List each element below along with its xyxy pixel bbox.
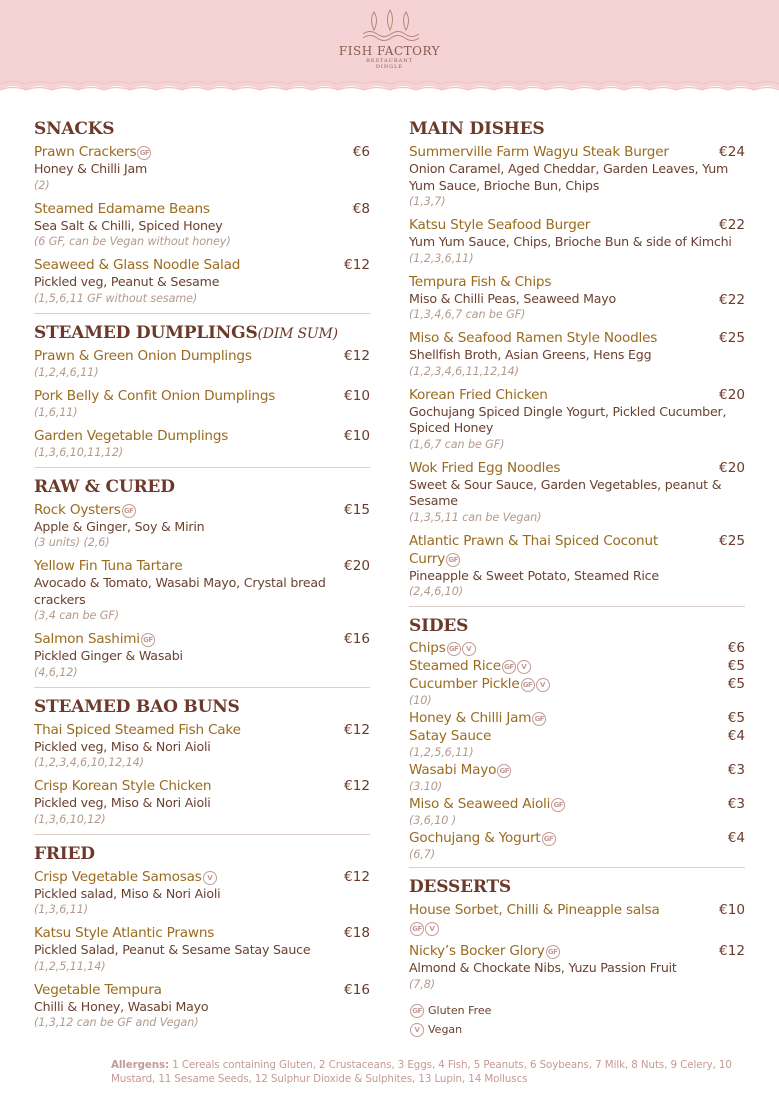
- restaurant-tagline: RESTAURANT: [366, 58, 413, 64]
- menu-item: [34, 721, 370, 772]
- section-divider: [34, 313, 370, 314]
- menu-item: [34, 143, 370, 194]
- section-divider: [34, 467, 370, 468]
- section-title-text: FRIED: [34, 843, 95, 864]
- restaurant-logo: [0, 8, 779, 70]
- menu-item: [34, 200, 370, 251]
- gluten-free-icon: GF: [542, 832, 556, 846]
- menu-item-name-text: Prawn Crackers: [34, 144, 137, 160]
- menu-item: [34, 630, 370, 681]
- menu-item-name: [34, 501, 370, 519]
- menu-item-description: Onion Caramel, Aged Cheddar, Garden Leaves, Yum Yum Sauce, Brioche Bun, Chips: [409, 161, 729, 193]
- section-title-text: SNACKS: [34, 119, 115, 139]
- menu-item: [409, 532, 745, 601]
- menu-item-name: [409, 532, 745, 568]
- menu-item: [409, 216, 745, 267]
- menu-item-allergens: (4,6,12): [34, 665, 78, 679]
- section-title-text: SIDES: [409, 616, 469, 636]
- right-column: [409, 113, 745, 1039]
- menu-item: [34, 981, 370, 1032]
- menu-item-description: Almond & Chockate Nibs, Yuzu Passion Fruit: [409, 960, 677, 975]
- allergens-list: 1 Cereals containing Gluten, 2 Crustaceans, 3 Eggs, 4 Fish, 5 Peanuts, 6 Soybeans, 7 Milk, 8 Nuts, 9 Celery, 10 Mustard, 11 Sesame Seeds, 12 Sulphur Dioxide & Sulphites, 13 Lupin, 14 Molluscs: [111, 1059, 732, 1085]
- menu-item-price: €22: [719, 217, 745, 233]
- menu-item-price: €12: [344, 257, 370, 273]
- menu-item-description: Honey & Chilli Jam: [34, 161, 148, 176]
- menu-section: [34, 471, 370, 681]
- menu-item-price: €12: [344, 778, 370, 794]
- gluten-free-icon: GF: [447, 642, 461, 656]
- menu-item-name-text: Satay Sauce: [409, 728, 492, 744]
- menu-item-price: €16: [344, 981, 370, 998]
- menu-item-price: €10: [344, 387, 370, 404]
- menu-item-allergens: (1,2,5,11,14): [34, 959, 106, 973]
- menu-item: [409, 710, 745, 727]
- menu-item: [34, 777, 370, 828]
- menu-item-description: Chilli & Honey, Wasabi Mayo: [34, 998, 209, 1014]
- menu-item: [34, 387, 370, 421]
- menu-item-allergens: (1,3,7): [409, 195, 446, 208]
- menu-item: [34, 427, 370, 461]
- restaurant-location: DINGLE: [375, 64, 404, 70]
- menu-item: [409, 329, 745, 380]
- menu-item-name: [409, 658, 745, 675]
- menu-item-allergens: (2,4,6,10): [409, 585, 463, 598]
- menu-item-price: €6: [352, 144, 370, 160]
- menu-item-allergens: (7,8): [409, 977, 436, 991]
- gluten-free-icon: GF: [532, 712, 546, 726]
- menu-item-name-text: Cucumber Pickle: [409, 676, 520, 692]
- menu-item: [409, 728, 745, 761]
- menu-item-allergens: (10): [409, 694, 432, 707]
- menu-item-price: €25: [719, 330, 745, 346]
- menu-item-name: [409, 796, 745, 813]
- menu-item-allergens: (6 GF, can be Vegan without honey): [34, 235, 231, 248]
- menu-item-name-text: Thai Spiced Steamed Fish Cake: [34, 721, 241, 738]
- menu-item-name-text: Vegetable Tempura: [34, 981, 162, 998]
- menu-item-name-text: Yellow Fin Tuna Tartare: [34, 558, 183, 574]
- menu-item: [409, 676, 745, 709]
- menu-item: [409, 273, 745, 324]
- menu-item-price: €12: [344, 721, 370, 738]
- menu-item-name: [409, 216, 745, 234]
- menu-item-name-text: Korean Fried Chicken: [409, 386, 548, 403]
- gluten-free-icon: GF: [502, 660, 516, 674]
- menu-item-name-text: Steamed Rice: [409, 658, 501, 674]
- menu-item-allergens: (1,3,6,11): [34, 903, 88, 916]
- menu-item-allergens: (1,3,12 can be GF and Vegan): [34, 1016, 199, 1029]
- menu-item-allergens: (3,4 can be GF): [34, 609, 119, 622]
- menu-item-price: €5: [727, 676, 745, 692]
- menu-item: [409, 386, 745, 453]
- menu-item-name: [409, 901, 745, 919]
- menu-item-name: [34, 200, 370, 218]
- menu-item: [409, 830, 745, 863]
- menu-item-name-text: Tempura Fish & Chips: [409, 273, 552, 290]
- gluten-free-icon: GF: [521, 678, 535, 692]
- section-divider: [409, 867, 745, 868]
- menu-section: [34, 838, 370, 1032]
- menu-item-allergens: (1,2,4,6,11): [34, 365, 99, 379]
- menu-item-price: €15: [344, 501, 370, 518]
- menu-item-description: Pickled Salad, Peanut & Sesame Satay Sauce: [34, 942, 311, 957]
- menu-item: [34, 256, 370, 307]
- menu-section: [409, 610, 745, 863]
- menu-item-description: Pickled veg, Miso & Nori Aioli: [34, 738, 211, 754]
- menu-item-name: [409, 676, 745, 693]
- menu-item-name-text: House Sorbet, Chilli & Pineapple salsa: [409, 902, 660, 918]
- menu-item-name-text: Rock Oysters: [34, 501, 121, 518]
- menu-item-price: €16: [344, 631, 370, 647]
- menu-section: [34, 317, 370, 461]
- menu-item-price: €25: [719, 532, 745, 549]
- gluten-free-icon: GF: [546, 945, 560, 959]
- allergens-footer: [111, 1058, 751, 1086]
- gluten-free-icon: GF: [410, 922, 424, 936]
- menu-item-name-text: Crisp Vegetable Samosas: [34, 868, 202, 885]
- menu-item-name: [34, 143, 370, 161]
- menu-item-name-text: Wasabi Mayo: [409, 762, 497, 778]
- menu-item: [409, 942, 745, 993]
- section-title: [409, 113, 745, 143]
- menu-item: [409, 143, 745, 210]
- menu-item-price: €5: [727, 710, 745, 726]
- menu-item-name-text: Garden Vegetable Dumplings: [34, 427, 229, 444]
- menu-item-name: [34, 981, 370, 999]
- legend-vegan-label: Vegan: [428, 1022, 463, 1036]
- menu-item: [34, 557, 370, 624]
- menu-item-price: €8: [352, 200, 370, 217]
- restaurant-name: FISH FACTORY: [338, 44, 441, 58]
- menu-item-price: €20: [719, 386, 745, 403]
- menu-item-description: Sea Salt & Chilli, Spiced Honey: [34, 217, 223, 233]
- menu-item-name-text: Prawn & Green Onion Dumplings: [34, 347, 252, 364]
- menu-item-price: €4: [727, 830, 745, 846]
- menu-item: [34, 868, 370, 919]
- menu-item-name: [34, 427, 370, 445]
- menu-item-name-text: Pork Belly & Confit Onion Dumplings: [34, 387, 276, 404]
- legend-vegan: [409, 1020, 745, 1039]
- menu-item-name-text: Katsu Style Atlantic Prawns: [34, 925, 215, 941]
- section-title: [34, 317, 370, 347]
- menu-item-name: [34, 256, 370, 274]
- menu-item-allergens: (2): [34, 178, 50, 192]
- menu-item-name-text: Crisp Korean Style Chicken: [34, 778, 212, 794]
- menu-section: [34, 691, 370, 828]
- section-title: [409, 610, 745, 640]
- menu-item-price: €22: [719, 291, 745, 308]
- menu-item-description: Gochujang Spiced Dingle Yogurt, Pickled Cucumber, Spiced Honey: [409, 403, 727, 435]
- gluten-free-icon: GF: [122, 504, 136, 518]
- gluten-free-icon: GF: [410, 1004, 424, 1018]
- menu-section: [409, 871, 745, 993]
- menu-item-price: €12: [344, 347, 370, 364]
- vegan-icon: V: [203, 871, 217, 885]
- menu-item-badges: [409, 919, 745, 936]
- gluten-free-icon: GF: [141, 633, 155, 647]
- menu-item-allergens: (1,6,7 can be GF): [409, 437, 505, 451]
- menu-item-name: [34, 777, 370, 795]
- menu-item-price: €10: [344, 427, 370, 444]
- gluten-free-icon: GF: [137, 146, 151, 160]
- vegan-icon: V: [425, 922, 439, 936]
- menu-item-name: [409, 830, 745, 847]
- menu-item-name: [409, 273, 745, 291]
- vegan-icon: V: [410, 1023, 424, 1037]
- section-title-text: RAW & CURED: [34, 476, 175, 497]
- menu-item-name-text: Gochujang & Yogurt: [409, 830, 541, 846]
- section-title-text: STEAMED DUMPLINGS: [34, 322, 258, 343]
- menu-item-name-text: Katsu Style Seafood Burger: [409, 217, 591, 233]
- menu-item-description: Pickled veg, Miso & Nori Aioli: [34, 795, 211, 810]
- menu-item-name-text: Honey & Chilli Jam: [409, 710, 532, 726]
- menu-item-price: €18: [344, 925, 370, 941]
- menu-item-name: [34, 924, 370, 942]
- menu-item-name-text: Salmon Sashimi: [34, 631, 140, 647]
- menu-item-name: [409, 386, 745, 404]
- menu-item: [409, 658, 745, 675]
- section-title: [34, 471, 370, 501]
- menu-item-name: [409, 143, 745, 161]
- menu-item: [409, 459, 745, 526]
- menu-item-description: Avocado & Tomato, Wasabi Mayo, Crystal bread crackers: [34, 575, 326, 607]
- menu-item-name: [409, 762, 745, 779]
- menu-item-name-text: Nicky’s Bocker Glory: [409, 943, 545, 959]
- menu-item-name: [34, 721, 370, 739]
- menu-item-name: [409, 640, 745, 657]
- menu-item-price: €12: [344, 868, 370, 885]
- menu-item-name-text: Wok Fried Egg Noodles: [409, 459, 561, 476]
- allergens-label: Allergens:: [111, 1059, 170, 1071]
- menu-item-price: €20: [719, 459, 745, 476]
- menu-item-allergens: (1,2,3,4,6,11,12,14): [409, 364, 519, 378]
- menu-item-allergens: (6,7): [409, 848, 436, 861]
- menu-item: [34, 924, 370, 975]
- menu-item-allergens: (3 units) (2,6): [34, 536, 110, 549]
- vegan-icon: V: [536, 678, 550, 692]
- section-title: [34, 113, 370, 143]
- menu-item-name-text: Miso & Seafood Ramen Style Noodles: [409, 330, 658, 346]
- section-divider: [34, 687, 370, 688]
- section-title-text: STEAMED BAO BUNS: [34, 696, 240, 717]
- section-title: [34, 691, 370, 721]
- menu-item-description: Apple & Ginger, Soy & Mirin: [34, 518, 205, 534]
- menu-item-name: [409, 710, 745, 727]
- menu-item-description: Sweet & Sour Sauce, Garden Vegetables, peanut & Sesame: [409, 476, 722, 508]
- menu-item-description: Pineapple & Sweet Potato, Steamed Rice: [409, 567, 659, 583]
- menu-item-price: €4: [727, 728, 745, 744]
- menu-item-price: €6: [727, 640, 745, 656]
- menu-item-allergens: (1,3,6,10,11,12): [34, 445, 123, 459]
- section-divider: [409, 606, 745, 607]
- section-title: [409, 871, 745, 901]
- menu-item-description: Pickled veg, Peanut & Sesame: [34, 274, 220, 289]
- menu-item-allergens: (1,2,5,6,11): [409, 746, 474, 759]
- header-band: [0, 0, 779, 105]
- left-column: [34, 113, 370, 1037]
- section-divider: [34, 834, 370, 835]
- menu-item-price: €3: [727, 796, 745, 812]
- vegan-icon: V: [462, 642, 476, 656]
- menu-item-allergens: (1,3,5,11 can be Vegan): [409, 510, 542, 524]
- menu-item-name: [34, 630, 370, 648]
- menu-item-name-text: Steamed Edamame Beans: [34, 200, 210, 217]
- menu-item-allergens: (1,3,6,10,12): [34, 812, 106, 826]
- menu-item-allergens: (1,5,6,11 GF without sesame): [34, 291, 198, 305]
- menu-item-price: €5: [727, 658, 745, 674]
- menu-item-name: [409, 728, 745, 745]
- section-title-text: MAIN DISHES: [409, 119, 545, 139]
- section-subtitle: (DIM SUM): [257, 325, 338, 342]
- menu-item-name: [409, 942, 745, 960]
- menu-item-name: [409, 459, 745, 477]
- menu-item-allergens: (3.10): [409, 780, 443, 793]
- fish-logo-icon: [360, 8, 420, 42]
- legend-gluten-free-label: Gluten Free: [428, 1003, 492, 1017]
- menu-item-description: Pickled Ginger & Wasabi: [34, 648, 183, 663]
- menu-item-name: [409, 329, 745, 347]
- menu-item-name: [34, 347, 370, 365]
- gluten-free-icon: GF: [551, 798, 565, 812]
- menu-item-price: €20: [344, 558, 370, 574]
- menu-item-allergens: (3,6,10 ): [409, 814, 456, 827]
- section-title: [34, 838, 370, 868]
- menu-item: [409, 762, 745, 795]
- menu-item: [409, 640, 745, 657]
- vegan-icon: V: [517, 660, 531, 674]
- menu-item-price: €3: [727, 762, 745, 778]
- menu-item: [34, 501, 370, 552]
- badge-legend: [409, 1001, 745, 1039]
- section-title-text: DESSERTS: [409, 877, 511, 897]
- menu-item-price: €10: [719, 902, 745, 918]
- wave-border: [0, 74, 779, 110]
- menu-item-allergens: (1,3,4,6,7 can be GF): [409, 308, 526, 321]
- menu-item-name: [34, 557, 370, 575]
- menu-item: [34, 347, 370, 381]
- menu-item-name-text: Summerville Farm Wagyu Steak Burger: [409, 144, 669, 160]
- menu-item-allergens: (1,2,3,6,11): [409, 251, 474, 265]
- menu-item-name-text: Miso & Seaweed Aioli: [409, 796, 551, 812]
- menu-item-description: Shellfish Broth, Asian Greens, Hens Egg: [409, 347, 652, 362]
- legend-gluten-free: [409, 1001, 745, 1020]
- menu-item-description: Miso & Chilli Peas, Seaweed Mayo: [409, 290, 617, 306]
- menu-item-name-text: Chips: [409, 640, 446, 656]
- gluten-free-icon: GF: [446, 553, 460, 567]
- menu-item: [409, 901, 745, 936]
- menu-item-description: Pickled salad, Miso & Nori Aioli: [34, 885, 221, 901]
- menu-item: [409, 796, 745, 829]
- gluten-free-icon: GF: [497, 764, 511, 778]
- menu-item-price: €12: [719, 943, 745, 959]
- menu-item-name: [34, 387, 370, 405]
- menu-item-allergens: (1,2,3,4,6,10,12,14): [34, 756, 144, 769]
- menu-item-name: [34, 868, 370, 886]
- menu-item-description: Yum Yum Sauce, Chips, Brioche Bun & side of Kimchi: [409, 234, 732, 249]
- menu-section: [34, 113, 370, 307]
- menu-item-price: €24: [719, 144, 745, 160]
- menu-item-name-text: Atlantic Prawn & Thai Spiced Coconut Curry: [409, 532, 658, 567]
- menu-item-name-text: Seaweed & Glass Noodle Salad: [34, 257, 241, 273]
- menu-item-allergens: (1,6,11): [34, 405, 78, 419]
- menu-section: [409, 113, 745, 600]
